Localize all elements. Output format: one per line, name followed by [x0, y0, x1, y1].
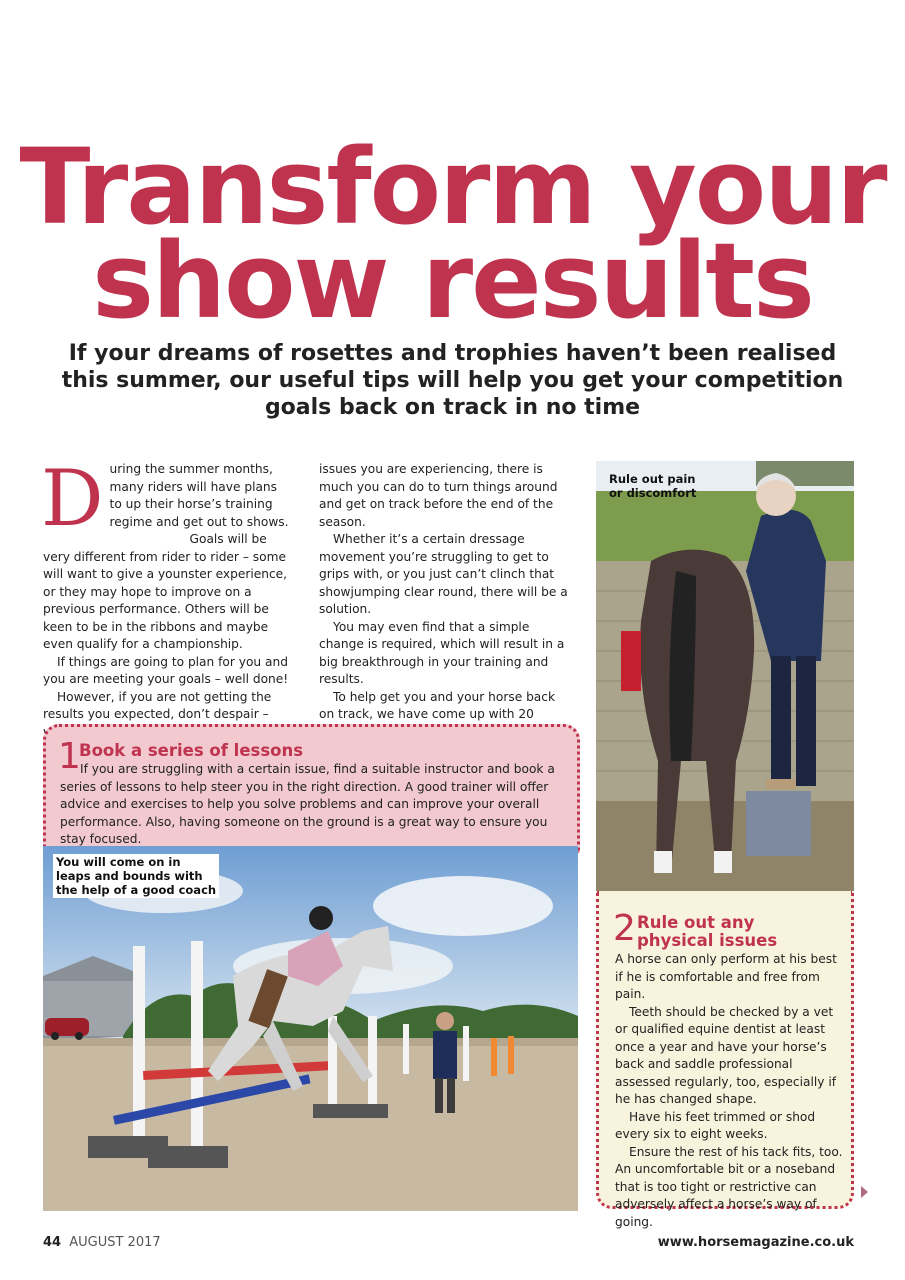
tip-2-body — [615, 951, 843, 1231]
tip-2-box — [596, 891, 854, 1229]
tip-1-heading: Book a series of lessons — [79, 741, 304, 760]
tip-2-number: 2 — [613, 908, 636, 949]
tip-2-paragraph: A horse can only perform at his best if he is comfortable and free from pain. — [615, 952, 837, 1001]
tip-2-heading-line-1: Rule out any — [637, 913, 755, 932]
intro-paragraph: To help get you and your horse back on track, we have come up with 20 — [319, 689, 556, 721]
jumping-caption: You will come on in leaps and bounds with the help of a good coach — [53, 854, 219, 898]
continue-arrow-icon — [861, 1186, 868, 1198]
intro-paragraph: However, if you are not getting the results you expected, don’t despair – — [43, 689, 272, 721]
drop-cap: D — [41, 454, 104, 544]
tip-1-box — [43, 724, 580, 853]
footer-left — [43, 1235, 161, 1251]
page-number: 44 — [43, 1235, 62, 1250]
intro-paragraph: issues you are experiencing, there is much you can do to turn things around and get on track before the end of the season. — [319, 462, 558, 529]
tip-1-number: 1 — [58, 736, 81, 777]
tip-2-paragraph: Ensure the rest of his tack fits, too. An uncomfortable bit or a noseband that is too tight or restrictive can adversely affect a horse’s way of going. — [615, 1144, 843, 1229]
headline-line-2: show results — [92, 220, 813, 342]
tip-2-paragraph: Teeth should be checked by a vet or qualified equine dentist at least once a year and have your horse’s back and saddle professional assessed regularly, too, especially if he has changed shape. — [615, 1004, 836, 1106]
vet-illustration — [596, 461, 854, 891]
intro-paragraph: If things are going to plan for you and you are meeting your goals – well done! — [43, 654, 289, 686]
tip-2-heading-line-2: physical issues — [637, 931, 778, 950]
jumping-photo — [43, 846, 578, 1211]
vet-photo — [596, 461, 854, 891]
tip-1-body: If you are struggling with a certain issue, find a suitable instructor and book a series of lessons to help steer you in the right direction. A good trainer will offer advice and exercises to help you solve problems and can improve your overall performance. Also, having someone on the ground is a great way to ensure you stay focused. — [60, 762, 555, 846]
issue-date: AUGUST 2017 — [69, 1235, 161, 1250]
tip-2-paragraph: Have his feet trimmed or shod every six to eight weeks. — [615, 1109, 816, 1141]
intro-paragraph: Goals will be very different from rider to rider – some will want to give a younster experience, or they may hope to improve on a previous performance. Others will be keen to be in the ribbons and maybe even qualify for a championship. — [43, 532, 288, 651]
jumping-illustration — [43, 846, 578, 1211]
intro-column-2 — [319, 461, 574, 759]
vet-caption: Rule out pain or discomfort — [609, 472, 697, 500]
standfirst: If your dreams of rosettes and trophies haven’t been realised this summer, our useful tips will help you get your competition goals back on track in no time — [61, 341, 844, 420]
intro-paragraph: You may even find that a simple change is required, which will result in a big breakthrough in your training and results. — [319, 619, 565, 686]
website-url[interactable]: www.horsemagazine.co.uk — [657, 1235, 854, 1250]
headline-line-1: Transform your — [19, 126, 886, 248]
intro-paragraph: uring the summer months, many riders will have plans to up their horse’s training regime and get out to shows. — [109, 462, 289, 529]
intro-column-1 — [41, 454, 293, 741]
intro-paragraph: Whether it’s a certain dressage movement you’re struggling to get to grips with, or you just can’t clinch that showjumping clear round, there will be a solution. — [319, 532, 568, 616]
